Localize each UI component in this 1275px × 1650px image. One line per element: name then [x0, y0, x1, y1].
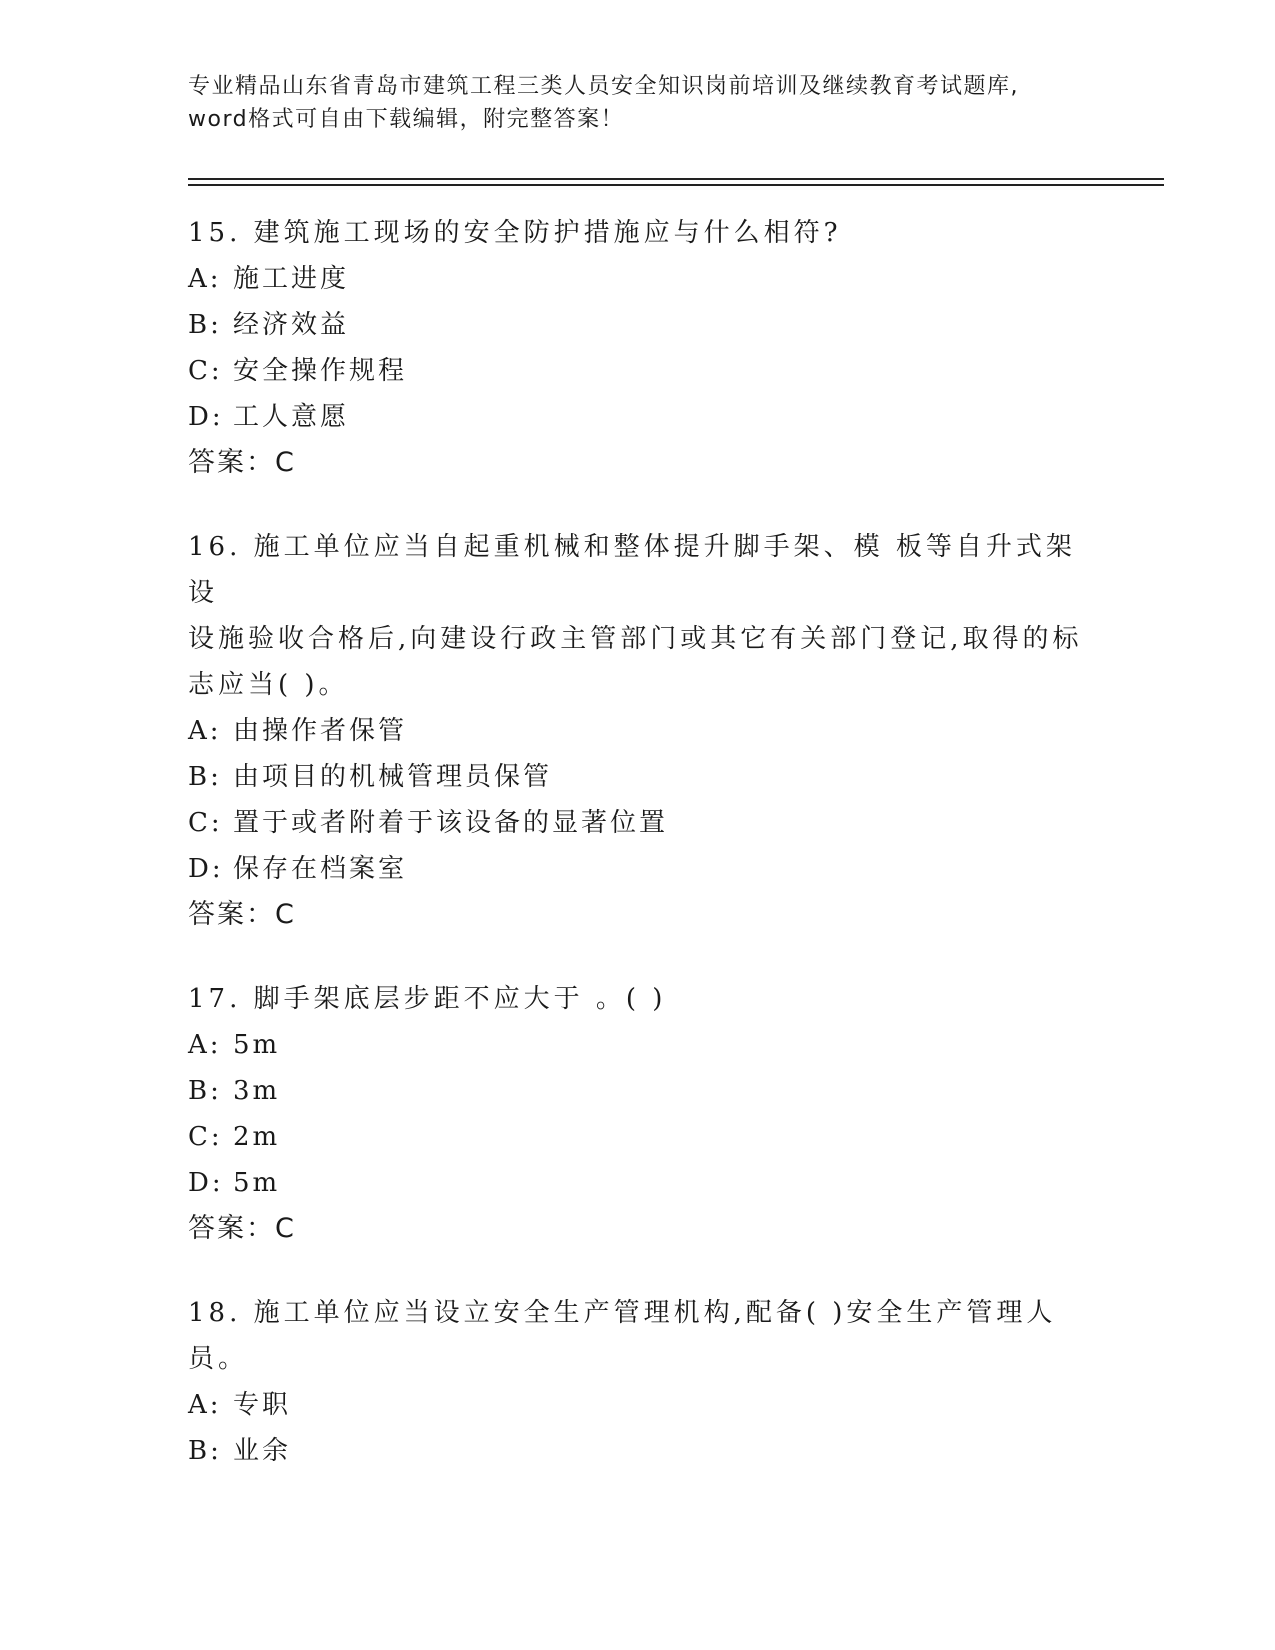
question-block — [188, 1290, 1088, 1474]
option-text: 5m — [233, 1168, 281, 1198]
option-text: 业余 — [233, 1436, 292, 1466]
question-list — [188, 210, 1088, 1512]
option-key: B: — [188, 1076, 222, 1106]
option-text: 保存在档案室 — [233, 854, 408, 884]
header-divider-bottom — [188, 184, 1164, 186]
answer-option — [188, 1160, 1088, 1206]
question-text-line: 志应当( )。 — [188, 670, 349, 700]
answer-option — [188, 1428, 1088, 1474]
option-key: B: — [188, 310, 222, 340]
answer-option — [188, 754, 1088, 800]
header-line-1: 专业精品山东省青岛市建筑工程三类人员安全知识岗前培训及继续教育考试题库, — [188, 74, 1019, 99]
answer-key: 答案：C — [188, 1213, 296, 1244]
answer-option — [188, 348, 1088, 394]
answer-option — [188, 1022, 1088, 1068]
option-text: 由项目的机械管理员保管 — [233, 762, 553, 792]
answer-option — [188, 302, 1088, 348]
option-key: D: — [188, 1168, 224, 1198]
answer-option — [188, 256, 1088, 302]
option-key: A: — [188, 1030, 222, 1060]
answer-option — [188, 394, 1088, 440]
option-text: 由操作者保管 — [233, 716, 408, 746]
question-text-line: 员。 — [188, 1344, 249, 1374]
option-key: C: — [188, 808, 223, 838]
answer-option — [188, 846, 1088, 892]
question-text-line: 16. 施工单位应当自起重机械和整体提升脚手架、模 板等自升式架设 — [188, 532, 1076, 608]
option-key: B: — [188, 1436, 222, 1466]
option-text: 安全操作规程 — [233, 356, 408, 386]
question-block — [188, 976, 1088, 1252]
question-text-line: 15. 建筑施工现场的安全防护措施应与什么相符? — [188, 218, 842, 248]
option-key: C: — [188, 1122, 223, 1152]
question-block — [188, 210, 1088, 486]
option-key: A: — [188, 1390, 222, 1420]
answer-option — [188, 708, 1088, 754]
document-header — [188, 70, 1088, 136]
option-key: D: — [188, 402, 224, 432]
question-block — [188, 524, 1088, 938]
option-text: 工人意愿 — [233, 402, 350, 432]
option-text: 经济效益 — [233, 310, 350, 340]
option-text: 施工进度 — [233, 264, 350, 294]
option-key: D: — [188, 854, 224, 884]
answer-option — [188, 800, 1088, 846]
answer-option — [188, 1068, 1088, 1114]
option-key: C: — [188, 356, 223, 386]
answer-key: 答案：C — [188, 899, 296, 930]
answer-option — [188, 1114, 1088, 1160]
question-text-line: 设施验收合格后,向建设行政主管部门或其它有关部门登记,取得的标 — [188, 624, 1083, 654]
answer-option — [188, 1382, 1088, 1428]
option-key: A: — [188, 264, 222, 294]
option-text: 5m — [233, 1030, 281, 1060]
option-text: 2m — [233, 1122, 281, 1152]
answer-key: 答案：C — [188, 447, 296, 478]
option-key: A: — [188, 716, 222, 746]
option-text: 置于或者附着于该设备的显著位置 — [233, 808, 669, 838]
header-line-2: word格式可自由下载编辑，附完整答案！ — [188, 107, 625, 132]
question-text-line: 18. 施工单位应当设立安全生产管理机构,配备( )安全生产管理人 — [188, 1298, 1057, 1328]
question-text-line: 17. 脚手架底层步距不应大于 。( ) — [188, 984, 667, 1014]
option-text: 专职 — [233, 1390, 292, 1420]
option-text: 3m — [233, 1076, 281, 1106]
header-divider-top — [188, 178, 1164, 180]
option-key: B: — [188, 762, 222, 792]
